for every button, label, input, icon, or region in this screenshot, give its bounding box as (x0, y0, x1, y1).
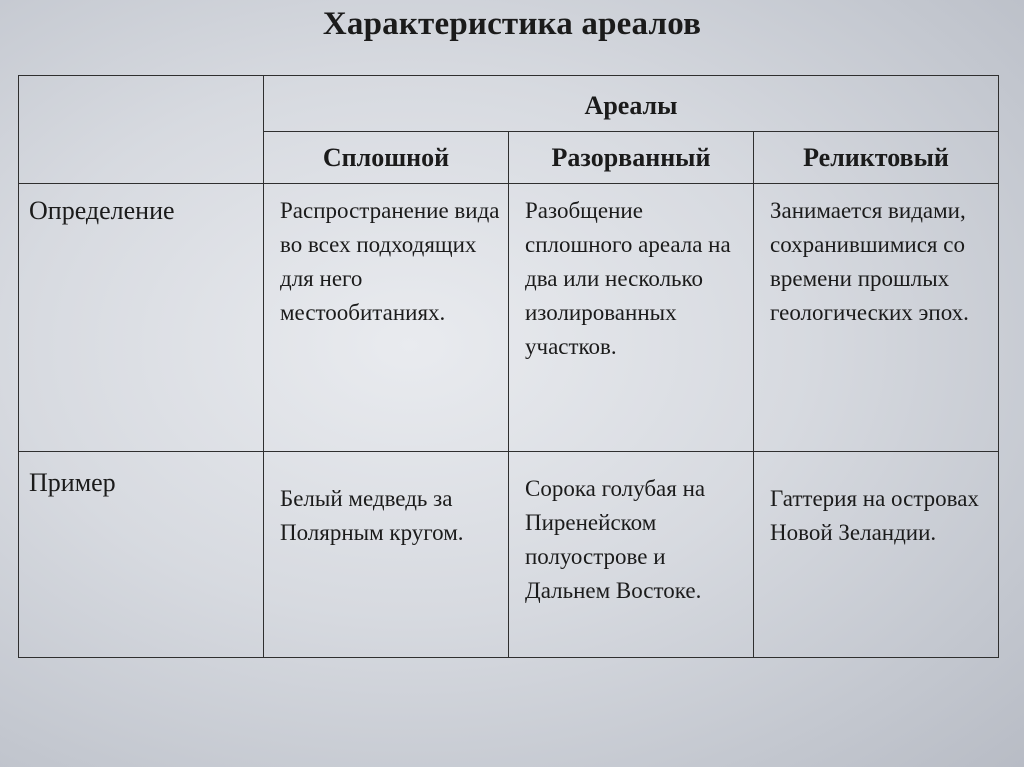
column-header-relict: Реликтовый (754, 132, 999, 184)
table-header-row (19, 76, 999, 132)
table-row-example (19, 452, 999, 658)
cell-example-relict: Гаттерия на островах Новой Зеландии. (754, 452, 999, 658)
cell-example-continuous: Белый медведь за Полярным кругом. (264, 452, 509, 658)
row-label-example: Пример (19, 452, 264, 658)
cell-example-disjunct: Сорока голубая на Пиренейском полуострове и Дальнем Востоке. (509, 452, 754, 658)
column-header-continuous: Сплошной (264, 132, 509, 184)
cell-definition-relict: Занимается видами, сохранившимися со времени прошлых геологических эпох. (754, 184, 999, 452)
areal-characteristics-table (18, 75, 999, 658)
row-label-definition: Определение (19, 184, 264, 452)
slide-title: Характеристика ареалов (322, 6, 702, 42)
empty-corner-cell (19, 76, 264, 184)
group-header-areals: Ареалы (264, 76, 999, 132)
column-header-disjunct: Разорванный (509, 132, 754, 184)
table-row-definition (19, 184, 999, 452)
cell-definition-continuous: Распространение вида во всех подходящих для него местообитаниях. (264, 184, 509, 452)
cell-definition-disjunct: Разобщение сплошного ареала на два или несколько изолированных участков. (509, 184, 754, 452)
